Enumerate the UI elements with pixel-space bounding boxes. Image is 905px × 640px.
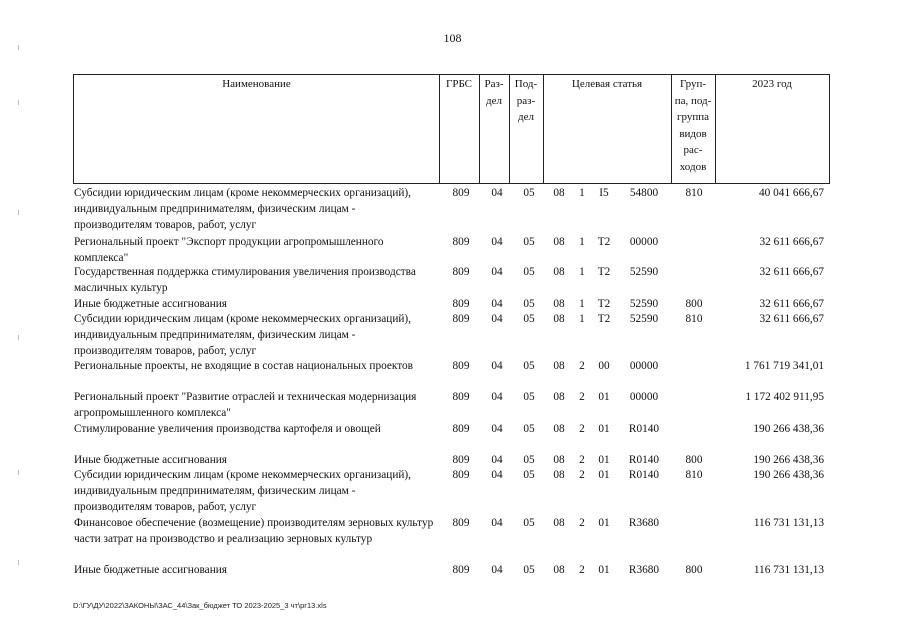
scan-mark xyxy=(18,560,19,565)
row-name: Субсидии юридическим лицам (кроме некоммерческих организаций), индивидуальным предпринимателям, физическим лицам - производителям товаров, работ, услуг xyxy=(74,469,412,513)
table-row xyxy=(73,452,830,468)
row-name: Субсидии юридическим лицам (кроме некоммерческих организаций), индивидуальным предпринимателям, физическим лицам - производителям товаров, работ, услуг xyxy=(74,187,412,231)
row-pr: 05 xyxy=(523,298,535,310)
row-t2: 1 xyxy=(579,266,585,278)
row-t3: T2 xyxy=(597,313,611,325)
header-podrazdel-line: дел xyxy=(518,111,534,123)
file-path-footer: D:\ГУ\ДУ\2022\ЗАКОНЫ\ЗАС_44\Зак_бюджет ТО 2023-2025_3 чт\рг13.xls xyxy=(73,601,327,610)
header-vid xyxy=(671,75,715,183)
row-rz: 04 xyxy=(491,423,503,435)
row-t4: 00000 xyxy=(629,236,659,248)
row-t4: R0140 xyxy=(628,423,660,435)
row-grbs: 809 xyxy=(452,564,470,576)
table-row xyxy=(73,311,830,359)
row-t2: 1 xyxy=(579,187,585,199)
row-t2: 2 xyxy=(579,423,585,435)
row-name: Иные бюджетные ассигнования xyxy=(74,454,227,466)
row-t2: 2 xyxy=(579,391,585,403)
row-grbs: 809 xyxy=(452,187,470,199)
row-sum: 32 611 666,67 xyxy=(759,236,824,248)
row-name: Финансовое обеспечение (возмещение) производителям зерновых культур части затрат на производство и реализацию зерновых культур xyxy=(74,517,434,545)
row-vr: 810 xyxy=(685,187,703,199)
budget-table xyxy=(73,74,830,576)
row-rz: 04 xyxy=(491,360,503,372)
row-vr: 810 xyxy=(685,313,703,325)
row-t1: 08 xyxy=(553,187,565,199)
row-sum: 190 266 438,36 xyxy=(753,423,824,435)
row-pr: 05 xyxy=(523,517,535,529)
row-t3: T2 xyxy=(597,266,611,278)
row-grbs: 809 xyxy=(452,236,470,248)
row-pr: 05 xyxy=(523,236,535,248)
row-rz: 04 xyxy=(491,517,503,529)
table-row xyxy=(73,515,830,547)
row-grbs: 809 xyxy=(452,423,470,435)
row-grbs: 809 xyxy=(452,454,470,466)
row-rz: 04 xyxy=(491,469,503,481)
row-name: Иные бюджетные ассигнования xyxy=(74,564,227,576)
row-t2: 1 xyxy=(579,298,585,310)
row-t1: 08 xyxy=(553,564,565,576)
row-pr: 05 xyxy=(523,187,535,199)
table-header xyxy=(73,74,830,184)
row-t2: 2 xyxy=(579,564,585,576)
row-rz: 04 xyxy=(491,313,503,325)
row-rz: 04 xyxy=(491,391,503,403)
header-vid-line: группа xyxy=(676,111,710,123)
row-rz: 04 xyxy=(491,564,503,576)
row-t4: 52590 xyxy=(629,266,659,278)
row-sum: 1 761 719 341,01 xyxy=(744,360,824,372)
row-t1: 08 xyxy=(553,391,565,403)
row-grbs: 809 xyxy=(452,298,470,310)
table-row xyxy=(73,234,830,266)
row-t3: T2 xyxy=(597,298,611,310)
header-vid-line: Груп- xyxy=(679,78,707,90)
row-t4: 00000 xyxy=(629,391,659,403)
row-t1: 08 xyxy=(553,266,565,278)
scan-mark xyxy=(18,470,19,475)
row-t4: R0140 xyxy=(628,454,660,466)
page-number: 108 xyxy=(443,31,462,45)
row-sum: 32 611 666,67 xyxy=(759,266,824,278)
row-t2: 1 xyxy=(579,313,585,325)
header-vid-line: видов xyxy=(679,127,707,140)
row-t3: 01 xyxy=(598,517,610,529)
row-rz: 04 xyxy=(491,298,503,310)
row-grbs: 809 xyxy=(452,469,470,481)
row-rz: 04 xyxy=(491,454,503,466)
row-name: Иные бюджетные ассигнования xyxy=(74,298,227,310)
header-vid-line: ходов xyxy=(679,160,707,173)
row-t2: 2 xyxy=(579,517,585,529)
row-t3: 01 xyxy=(598,469,610,481)
header-target: Целевая статья xyxy=(571,78,643,90)
row-t4: 54800 xyxy=(629,187,659,199)
table-row xyxy=(73,185,830,233)
row-name: Субсидии юридическим лицам (кроме некоммерческих организаций), индивидуальным предпринимателям, физическим лицам - производителям товаров, работ, услуг xyxy=(74,313,412,357)
row-t2: 2 xyxy=(579,360,585,372)
row-pr: 05 xyxy=(523,423,535,435)
row-vr: 800 xyxy=(685,454,703,466)
row-t2: 1 xyxy=(579,236,585,248)
row-rz: 04 xyxy=(491,187,503,199)
table-row xyxy=(73,264,830,296)
row-t3: 01 xyxy=(598,391,610,403)
header-vid-line: рас- xyxy=(683,144,703,156)
row-pr: 05 xyxy=(523,564,535,576)
row-t1: 08 xyxy=(553,423,565,435)
row-sum: 32 611 666,67 xyxy=(759,313,824,325)
row-pr: 05 xyxy=(523,454,535,466)
header-year: 2023 год xyxy=(752,78,792,90)
row-grbs: 809 xyxy=(452,266,470,278)
row-sum: 116 731 131,13 xyxy=(753,564,824,576)
row-sum: 1 172 402 911,95 xyxy=(745,391,824,403)
row-t3: I5 xyxy=(599,187,609,199)
row-sum: 190 266 438,36 xyxy=(753,469,824,481)
row-grbs: 809 xyxy=(452,360,470,372)
row-t1: 08 xyxy=(553,469,565,481)
scan-mark xyxy=(18,100,19,105)
row-t1: 08 xyxy=(553,360,565,372)
row-name: Региональные проекты, не входящие в состав национальных проектов xyxy=(74,360,414,372)
row-vr: 800 xyxy=(685,564,703,576)
row-t1: 08 xyxy=(553,454,565,466)
row-t1: 08 xyxy=(553,298,565,310)
header-podrazdel-line: Под- xyxy=(514,78,538,90)
row-pr: 05 xyxy=(523,360,535,372)
row-t3: T2 xyxy=(597,236,611,248)
header-podrazdel xyxy=(509,75,543,183)
row-pr: 05 xyxy=(523,313,535,325)
row-t2: 2 xyxy=(579,469,585,481)
row-vr: 810 xyxy=(685,469,703,481)
row-name: Региональный проект "Развитие отраслей и техническая модернизация агропромышленного комплекса" xyxy=(74,391,417,419)
row-sum: 116 731 131,13 xyxy=(753,517,824,529)
row-t4: R0140 xyxy=(628,469,660,481)
row-grbs: 809 xyxy=(452,517,470,529)
row-t3: 01 xyxy=(598,564,610,576)
row-t1: 08 xyxy=(553,313,565,325)
table-row xyxy=(73,467,830,515)
row-pr: 05 xyxy=(523,391,535,403)
row-t1: 08 xyxy=(553,236,565,248)
row-vr: 800 xyxy=(685,298,703,310)
row-t4: R3680 xyxy=(628,564,660,576)
row-sum: 32 611 666,67 xyxy=(759,298,824,310)
header-vid-line: па, под- xyxy=(674,94,712,107)
row-t1: 08 xyxy=(553,517,565,529)
table-row xyxy=(73,358,830,374)
header-grbs: ГРБС xyxy=(445,78,473,90)
table-row xyxy=(73,421,830,437)
header-name: Наименование xyxy=(222,78,291,90)
row-name: Региональный проект "Экспорт продукции агропромышленного комплекса" xyxy=(74,236,384,264)
row-rz: 04 xyxy=(491,236,503,248)
row-t4: 00000 xyxy=(629,360,659,372)
header-razdel-line: дел xyxy=(486,94,502,107)
row-t3: 01 xyxy=(598,423,610,435)
scan-mark xyxy=(18,335,19,340)
header-podrazdel-line: раз- xyxy=(516,94,536,107)
row-sum: 190 266 438,36 xyxy=(753,454,824,466)
row-rz: 04 xyxy=(491,266,503,278)
row-grbs: 809 xyxy=(452,313,470,325)
row-name: Государственная поддержка стимулирования увеличения производства масличных культур xyxy=(74,266,416,294)
row-t4: 52590 xyxy=(629,313,659,325)
row-sum: 40 041 666,67 xyxy=(759,187,824,199)
row-grbs: 809 xyxy=(452,391,470,403)
row-t4: 52590 xyxy=(629,298,659,310)
table-row xyxy=(73,562,830,578)
header-razdel xyxy=(479,75,509,183)
row-t3: 00 xyxy=(598,360,610,372)
row-pr: 05 xyxy=(523,469,535,481)
row-pr: 05 xyxy=(523,266,535,278)
table-row xyxy=(73,389,830,421)
row-t4: R3680 xyxy=(628,517,660,529)
row-name: Стимулирование увеличения производства картофеля и овощей xyxy=(74,423,381,435)
row-t2: 2 xyxy=(579,454,585,466)
table-row xyxy=(73,296,830,312)
scan-mark xyxy=(18,210,19,215)
header-razdel-line: Раз- xyxy=(484,78,504,90)
row-t3: 01 xyxy=(598,454,610,466)
